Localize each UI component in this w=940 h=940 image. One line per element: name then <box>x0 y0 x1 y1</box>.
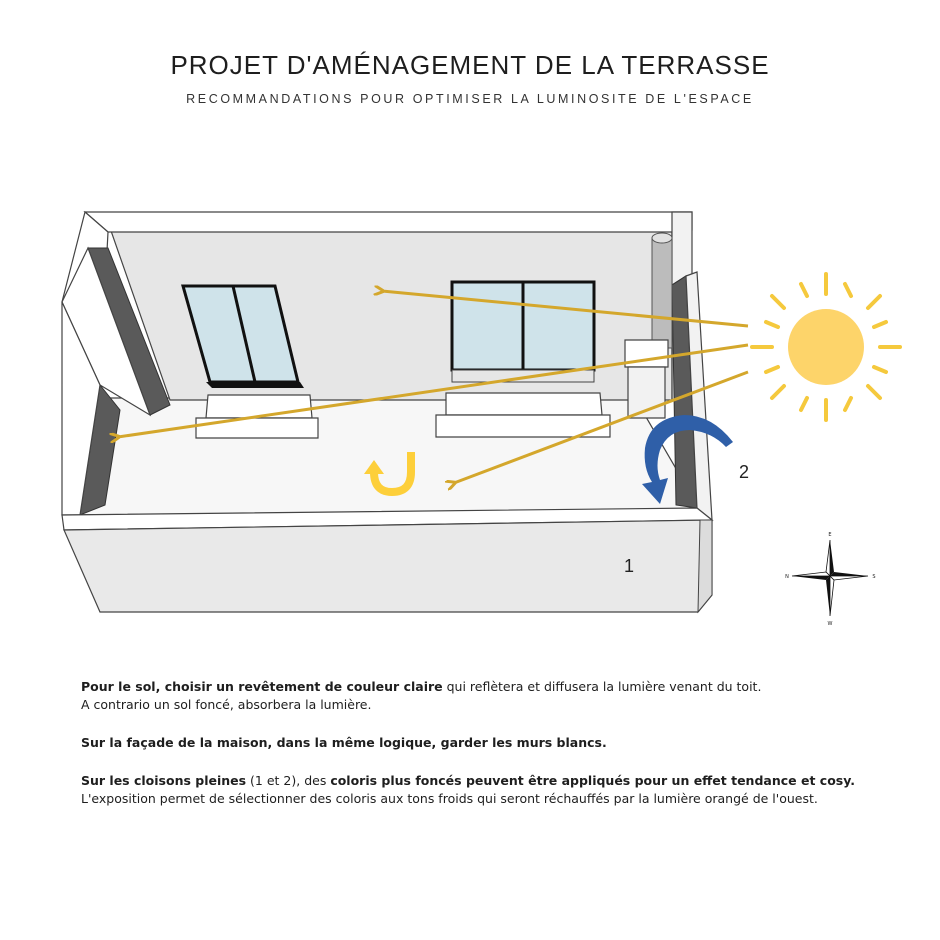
label-wall-2: 2 <box>738 462 750 482</box>
compass-label-s: S <box>872 574 876 580</box>
note-exposure: L'exposition permet de sélectionner des coloris aux tons froids qui seront réchauffés par la lumière orangé de l'ouest. <box>81 791 818 806</box>
compass-label-w: W <box>827 621 833 627</box>
note-floor <box>81 678 901 696</box>
compass-rose-icon <box>785 532 875 627</box>
compass-label-e: E <box>828 532 832 538</box>
back-wall-top <box>85 212 692 232</box>
note-partitions-colors: coloris plus foncés peuvent être appliqués pour un effet tendance et cosy. <box>330 773 855 788</box>
note-floor-contrast: A contrario un sol foncé, absorbera la lumière. <box>81 697 372 712</box>
window-right <box>452 282 594 382</box>
label-wall-1: 1 <box>623 556 635 576</box>
note-partitions <box>81 772 901 790</box>
sun-icon <box>752 274 900 420</box>
recommendation-notes <box>81 678 901 808</box>
note-partitions-text: (1 et 2), des <box>246 773 331 788</box>
compass-label-n: N <box>785 574 789 580</box>
page-subtitle: RECOMMANDATIONS POUR OPTIMISER LA LUMINOSITE DE L'ESPACE <box>186 92 754 106</box>
front-wall-1 <box>64 520 712 612</box>
page-title: PROJET D'AMÉNAGEMENT DE LA TERRASSE <box>170 50 770 80</box>
note-facade <box>81 734 901 752</box>
note-floor-emphasis: Pour le sol, choisir un revêtement de couleur claire <box>81 679 443 694</box>
note-partitions-emphasis: Sur les cloisons pleines <box>81 773 247 788</box>
bench-right <box>436 393 610 437</box>
note-floor-text: qui reflètera et diffusera la lumière venant du toit. <box>442 679 762 694</box>
note-facade-emphasis: Sur la façade de la maison, dans la même logique, garder les murs blancs. <box>81 735 607 750</box>
